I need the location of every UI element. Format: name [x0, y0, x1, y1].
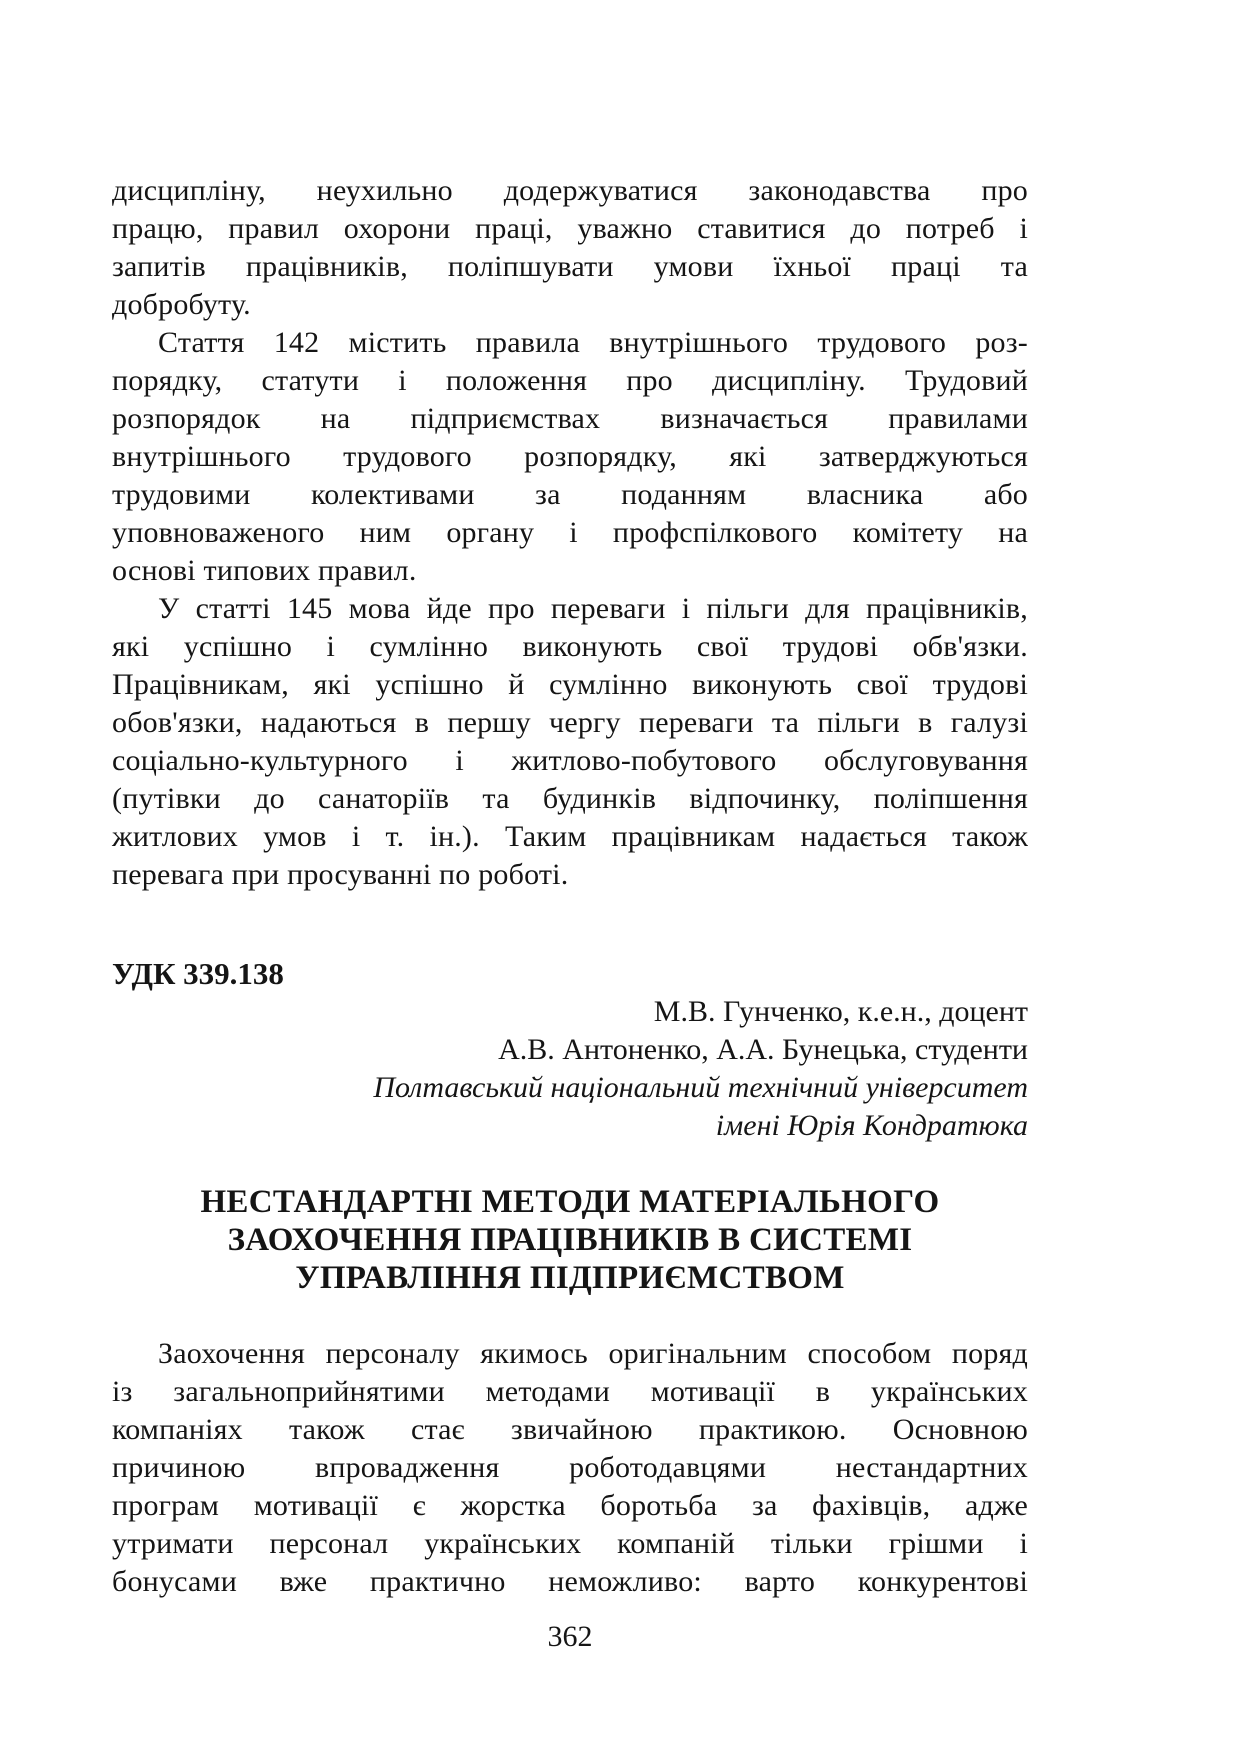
- text-line: обов'язки, надаються в першу чергу переваги та пільги в галузі: [112, 706, 1028, 739]
- text-line: бонусами вже практично неможливо: варто конкурентові: [112, 1565, 1028, 1598]
- author-line: М.В. Гунченко, к.е.н., доцент: [653, 995, 1028, 1028]
- text-line: внутрішнього трудового розпорядку, які затверджуються: [112, 440, 1028, 473]
- text-line: уповноваженого ним органу і профспілкового комітету на: [112, 516, 1028, 549]
- text-line: причиною впровадження роботодавцями нестандартних: [112, 1451, 1028, 1484]
- text-line: запитів працівників, поліпшувати умови їхньої праці та: [112, 250, 1028, 283]
- text-line: Стаття 142 містить правила внутрішнього трудового роз-: [158, 326, 1028, 359]
- paragraph: [112, 590, 1028, 894]
- text-line: соціально-культурного і житлово-побутового обслуговування: [112, 744, 1028, 777]
- text-line: Заохочення персоналу якимось оригінальним способом поряд: [158, 1337, 1028, 1370]
- article-title: [112, 1183, 1028, 1297]
- affiliation-line: Полтавський національний технічний університет: [373, 1071, 1028, 1104]
- article-title-line: НЕСТАНДАРТНІ МЕТОДИ МАТЕРІАЛЬНОГО: [200, 1184, 940, 1220]
- page-number: 362: [547, 1620, 593, 1653]
- paragraph: [112, 172, 1028, 324]
- page-content: [112, 172, 1028, 1656]
- text-line: програм мотивації є жорстка боротьба за фахівців, адже: [112, 1489, 1028, 1522]
- byline-block: [112, 993, 1028, 1145]
- author-line: А.В. Антоненко, А.А. Бунецька, студенти: [498, 1033, 1028, 1066]
- text-line: житлових умов і т. ін.). Таким працівникам надається також: [112, 820, 1028, 853]
- paragraph: [112, 324, 1028, 590]
- article-title-line: ЗАОХОЧЕННЯ ПРАЦІВНИКІВ В СИСТЕМІ: [227, 1222, 913, 1258]
- udc-code: УДК 339.138: [112, 956, 284, 991]
- text-line: які успішно і сумлінно виконують свої трудові обв'язки.: [112, 630, 1028, 663]
- text-line: компаніях також стає звичайною практикою. Основною: [112, 1413, 1028, 1446]
- text-line: добробуту.: [112, 288, 251, 321]
- text-line: трудовими колективами за поданням власника або: [112, 478, 1028, 511]
- text-line: У статті 145 мова йде про переваги і пільги для працівників,: [158, 592, 1028, 625]
- article-body-text: [112, 1335, 1028, 1601]
- text-line: із загальноприйнятими методами мотивації в українських: [112, 1375, 1028, 1408]
- text-line: працю, правил охорони праці, уважно ставитися до потреб і: [112, 212, 1028, 245]
- text-line: розпорядок на підприємствах визначається правилами: [112, 402, 1028, 435]
- body-text-continuation: [112, 172, 1028, 894]
- text-line: (путівки до санаторіїв та будинків відпочинку, поліпшення: [112, 782, 1028, 815]
- text-line: основі типових правил.: [112, 554, 417, 587]
- article-title-line: УПРАВЛІННЯ ПІДПРИЄМСТВОМ: [295, 1260, 845, 1296]
- text-line: Працівникам, які успішно й сумлінно виконують свої трудові: [112, 668, 1028, 701]
- text-line: дисципліну, неухильно додержуватися законодавства про: [112, 174, 1028, 207]
- affiliation-line: імені Юрія Кондратюка: [715, 1109, 1028, 1142]
- text-line: утримати персонал українських компаній тільки грішми і: [112, 1527, 1028, 1560]
- text-line: перевага при просуванні по роботі.: [112, 858, 569, 891]
- paragraph: [112, 1335, 1028, 1601]
- text-line: порядку, статути і положення про дисципліну. Трудовий: [112, 364, 1028, 397]
- article-header: [112, 955, 1028, 1297]
